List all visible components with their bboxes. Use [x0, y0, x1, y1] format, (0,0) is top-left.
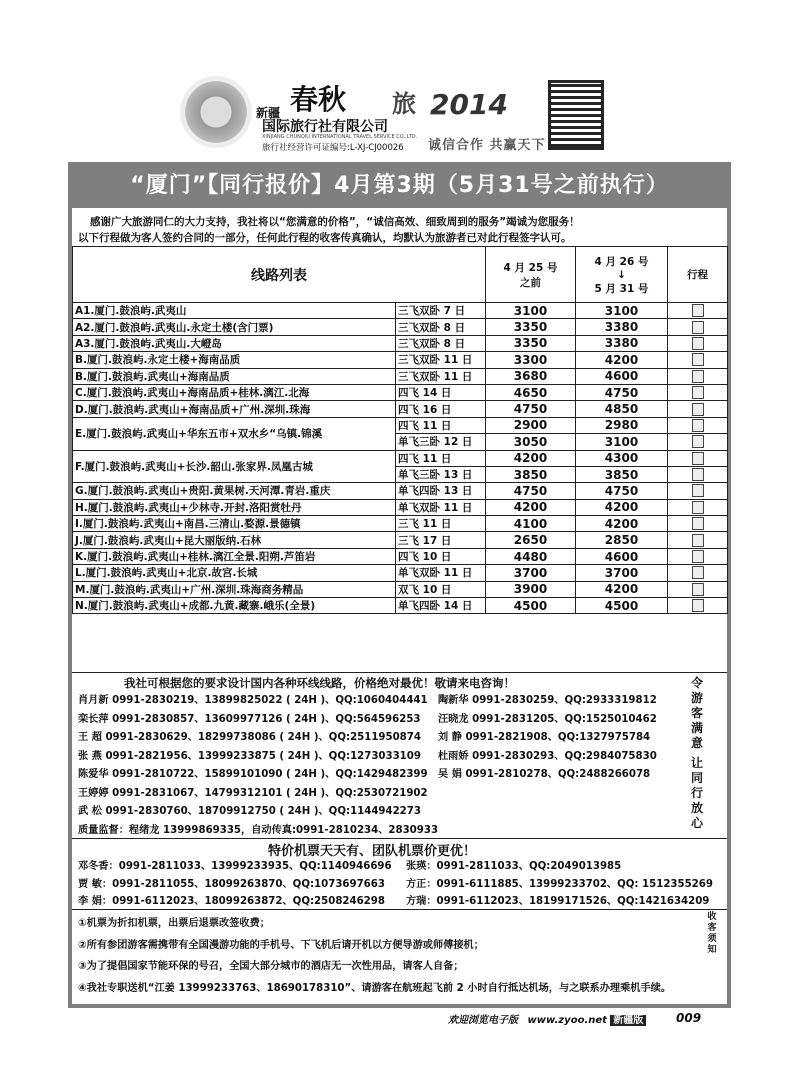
footer-site-link[interactable]: www.zyoo.net — [527, 1015, 607, 1026]
price-before: 3850 — [486, 466, 576, 482]
document-icon[interactable] — [692, 517, 704, 530]
document-icon[interactable] — [692, 435, 704, 448]
itinerary-cell — [668, 581, 728, 597]
itinerary-cell — [668, 319, 728, 335]
route-name: A2.厦门.鼓浪屿.武夷山.永定土楼(含门票) — [73, 319, 396, 335]
price-before: 3300 — [486, 352, 576, 368]
note-item: ④我社专职送机“江姜 13999233763、18690178310”、请游客在航班起飞前 2 小时自行抵达机场，与之联系办理乘机手续。 — [78, 982, 671, 994]
route-transport: 四飞 16 日 — [396, 401, 486, 417]
price-before: 2900 — [486, 417, 576, 433]
table-row — [73, 598, 728, 614]
route-transport: 三飞双卧 11 日 — [396, 368, 486, 384]
route-transport: 双飞 10 日 — [396, 581, 486, 597]
itinerary-cell — [668, 450, 728, 466]
table-row — [73, 450, 728, 466]
route-name: A3.厦门.鼓浪屿.武夷山.大嶝岛 — [73, 335, 396, 351]
price-before: 3680 — [486, 368, 576, 384]
note-item: ③为了提倡国家节能环保的号召，全国大部分城市的酒店无一次性用品，请客人自备； — [78, 961, 464, 972]
itinerary-cell — [668, 499, 728, 515]
price-before: 4750 — [486, 483, 576, 499]
contact-line: 刘 静 0991-2821908、QQ:1327975784 — [438, 732, 651, 743]
price-range: 3700 — [576, 565, 668, 581]
col-range-end: 5 月 31 号 — [594, 282, 649, 295]
itinerary-cell — [668, 384, 728, 400]
route-name: C.厦门.鼓浪屿.武夷山+海南品质+桂林.漓江.北海 — [73, 384, 396, 400]
route-transport: 单飞四卧 13 日 — [396, 483, 486, 499]
itinerary-cell — [668, 516, 728, 532]
route-transport: 单飞双卧 11 日 — [396, 565, 486, 581]
price-before: 4480 — [486, 548, 576, 564]
table-row — [73, 303, 728, 319]
page-title: “厦门”【同行报价】4月第3期（5月31号之前执行） — [130, 173, 669, 198]
table-row — [73, 548, 728, 564]
itinerary-cell — [668, 368, 728, 384]
document-icon[interactable] — [692, 484, 704, 497]
itinerary-cell — [668, 417, 728, 433]
document-icon[interactable] — [692, 599, 704, 612]
ticket-contact-line: 张瑛：0991-2811033、QQ:2049013985 — [406, 861, 622, 872]
route-name: G.厦门.鼓浪屿.武夷山+贵阳.黄果树.天河潭.青岩.重庆 — [73, 483, 396, 499]
license-number: 旅行社经营许可证编号:L-XJ-CJ00026 — [262, 143, 404, 153]
document-icon[interactable] — [692, 353, 704, 366]
document-icon[interactable] — [692, 501, 704, 514]
route-transport: 三飞双卧 7 日 — [396, 303, 486, 319]
document-icon[interactable] — [692, 550, 704, 563]
route-name: H.厦门.鼓浪屿.武夷山+少林寺.开封.洛阳赏牡丹 — [73, 499, 396, 515]
motto-vertical-b: 让同行放心 — [690, 756, 703, 830]
divider — [72, 838, 727, 839]
price-before: 2650 — [486, 532, 576, 548]
document-icon[interactable] — [692, 337, 704, 350]
intro-line-2: 以下行程做为客人签约合同的一部分，任何此行程的收客传真确认，均默认为旅游者已对此行程签字认可。 — [78, 232, 572, 244]
table-row — [73, 319, 728, 335]
brand-name: 春秋 — [290, 83, 347, 116]
price-range: 4300 — [576, 450, 668, 466]
document-icon[interactable] — [692, 419, 704, 432]
contacts-heading: 我社可根据您的要求设计国内各种环线线路，价格绝对最优！敬请来电咨询！ — [124, 676, 515, 690]
route-name: N.厦门.鼓浪屿.武夷山+成都.九黄.藏寨.峨乐(全景) — [73, 598, 396, 614]
price-range: 4850 — [576, 401, 668, 417]
contact-line: 武 松 0991-2830760、18709912750 ( 24H )、QQ:1144942273 — [78, 806, 421, 817]
col-before-label: 之前 — [520, 276, 541, 289]
note-item: ②所有参团游客需携带有全国漫游功能的手机号、下飞机后请开机以方便导游或师傅接机； — [78, 939, 484, 951]
document-icon[interactable] — [692, 386, 704, 399]
route-price-table — [72, 246, 728, 614]
route-transport: 三飞双卧 8 日 — [396, 319, 486, 335]
note-item: ①机票为折扣机票，出票后退票改签收费； — [78, 918, 270, 929]
document-icon[interactable] — [692, 370, 704, 383]
route-name: K.厦门.鼓浪屿.武夷山+桂林.漓江全景.阳朔.芦笛岩 — [73, 548, 396, 564]
price-range: 2850 — [576, 532, 668, 548]
col-route-header: 线路列表 — [73, 247, 486, 303]
brand-travel: 旅 — [392, 89, 416, 118]
route-transport: 单飞三卧 12 日 — [396, 434, 486, 450]
price-range: 4200 — [576, 581, 668, 597]
price-range: 4200 — [576, 499, 668, 515]
document-icon[interactable] — [692, 566, 704, 579]
table-row — [73, 352, 728, 368]
price-range: 3100 — [576, 303, 668, 319]
itinerary-cell — [668, 335, 728, 351]
price-before: 3700 — [486, 565, 576, 581]
table-row — [73, 532, 728, 548]
footer-text: 欢迎浏览电子版 — [448, 1015, 518, 1026]
footer — [448, 1011, 646, 1026]
document-icon[interactable] — [692, 534, 704, 547]
route-name: A1.厦门.鼓浪屿.武夷山 — [73, 303, 396, 319]
price-before: 4200 — [486, 450, 576, 466]
price-range: 4200 — [576, 516, 668, 532]
document-icon[interactable] — [692, 452, 704, 465]
col-before-header — [486, 247, 576, 303]
contact-line: 汪晓龙 0991-2831205、QQ:1525010462 — [438, 713, 657, 725]
table-row — [73, 483, 728, 499]
contact-line: 陈爱华 0991-2810722、15899101090 ( 24H )、QQ:1429482399 — [78, 769, 428, 780]
route-transport: 单飞三卧 13 日 — [396, 466, 486, 482]
itinerary-cell — [668, 434, 728, 450]
price-before: 4200 — [486, 499, 576, 515]
price-range: 4600 — [576, 548, 668, 564]
price-before: 4500 — [486, 598, 576, 614]
route-transport: 单飞四卧 14 日 — [396, 598, 486, 614]
ticket-contact-line: 邓冬香：0991-2811033、13999233935、QQ:1140946696 — [78, 861, 392, 872]
notes-side-label: 收客须知 — [707, 912, 717, 955]
down-arrow-icon: ↓ — [617, 268, 626, 281]
col-before-date: 4 月 25 号 — [503, 261, 558, 274]
route-transport: 三飞双卧 8 日 — [396, 335, 486, 351]
itinerary-cell — [668, 401, 728, 417]
price-before: 3100 — [486, 303, 576, 319]
itinerary-cell — [668, 565, 728, 581]
year-mark: 2014 — [430, 88, 508, 121]
route-name: D.厦门.鼓浪屿.武夷山+海南品质+广州.深圳.珠海 — [73, 401, 396, 417]
table-row — [73, 516, 728, 532]
itinerary-cell — [668, 466, 728, 482]
company-logo — [180, 76, 252, 148]
table-row — [73, 581, 728, 597]
price-range: 2980 — [576, 417, 668, 433]
price-before: 4650 — [486, 384, 576, 400]
contact-line: 肖月新 0991-2830219、13899825022 ( 24H )、QQ:1060404441 — [78, 695, 428, 706]
contact-line: 王 超 0991-2830629、18299738086 ( 24H )、QQ:2511950874 — [78, 732, 421, 743]
company-name-en: XINJIANG CHUNQIU INTERNATIONAL TRAVEL SERVICE CO.,LTD. — [262, 134, 418, 140]
route-name: B.厦门.鼓浪屿.武夷山+海南品质 — [73, 368, 396, 384]
table-row — [73, 417, 728, 433]
route-transport: 单飞双卧 11 日 — [396, 499, 486, 515]
page-number: 009 — [676, 1011, 702, 1025]
route-name: J.厦门.鼓浪屿.武夷山+昆大丽版纳.石林 — [73, 532, 396, 548]
motto-vertical-a: 令游客满意 — [690, 676, 703, 750]
table-row — [73, 499, 728, 515]
itinerary-cell — [668, 483, 728, 499]
route-name: L.厦门.鼓浪屿.武夷山+北京.故宫.长城 — [73, 565, 396, 581]
document-icon[interactable] — [692, 468, 704, 481]
intro-line-1: 感谢广大旅游同仁的大力支持，我社将以“您满意的价格”，“诚信高效、细致周到的服务”竭诚为您服务！ — [90, 216, 580, 228]
route-transport: 四飞 11 日 — [396, 450, 486, 466]
itinerary-cell — [668, 598, 728, 614]
company-name: 国际旅行社有限公司 — [262, 119, 388, 135]
contact-line: 张 燕 0991-2821956、13999233875 ( 24H )、QQ:1273033109 — [78, 750, 421, 762]
ticket-contact-line: 贾 敏：0991-2811055、18099263870、QQ:1073697663 — [78, 878, 385, 890]
divider — [72, 909, 727, 910]
price-range: 3380 — [576, 335, 668, 351]
itinerary-cell — [668, 352, 728, 368]
route-name: F.厦门.鼓浪屿.武夷山+长沙.韶山.张家界.凤凰古城 — [73, 450, 396, 483]
contact-line: 陶新华 0991-2830259、QQ:2933319812 — [438, 695, 657, 706]
table-row — [73, 565, 728, 581]
edition-tag: 新疆版 — [610, 1015, 646, 1026]
price-before: 3350 — [486, 319, 576, 335]
price-range: 4200 — [576, 352, 668, 368]
route-transport: 四飞 10 日 — [396, 548, 486, 564]
itinerary-cell — [668, 303, 728, 319]
contact-line: 王婷婷 0991-2831067、14799312101 ( 24H )、QQ:2530721902 — [78, 787, 428, 799]
route-transport: 三飞 17 日 — [396, 532, 486, 548]
itinerary-cell — [668, 548, 728, 564]
route-name: I.厦门.鼓浪屿.武夷山+南昌.三清山.婺源.景德镇 — [73, 516, 396, 532]
tickets-heading: 特价机票天天有、团队机票价更优！ — [267, 844, 476, 859]
route-transport: 三飞双卧 11 日 — [396, 352, 486, 368]
route-name: B.厦门.鼓浪屿.永定土楼+海南品质 — [73, 352, 396, 368]
col-range-start: 4 月 26 号 — [594, 255, 649, 268]
price-before: 3050 — [486, 434, 576, 450]
price-range: 3380 — [576, 319, 668, 335]
route-transport: 四飞 14 日 — [396, 384, 486, 400]
brand-prefix: 新疆 — [256, 106, 281, 120]
price-before: 4750 — [486, 401, 576, 417]
document-icon[interactable] — [692, 403, 704, 416]
contact-line: 杜雨娇 0991-2830293、QQ:2984075830 — [438, 750, 657, 762]
supervisor-line: 质量监督：程绪龙 13999869335，自动传真:0991-2810234、2830933 — [78, 825, 439, 836]
ticket-contact-line: 方瑞：0991-6112023、18199171526、QQ:1421634209 — [406, 896, 710, 907]
itinerary-cell — [668, 532, 728, 548]
price-before: 4100 — [486, 516, 576, 532]
table-row — [73, 368, 728, 384]
slogan: 诚信合作 共赢天下 — [428, 138, 546, 153]
price-range: 3850 — [576, 466, 668, 482]
document-icon[interactable] — [692, 304, 704, 317]
table-row — [73, 335, 728, 351]
divider — [72, 672, 727, 673]
route-name: E.厦门.鼓浪屿.武夷山+华东五市+双水乡“乌镇.锦溪 — [73, 417, 396, 450]
price-before: 3900 — [486, 581, 576, 597]
route-transport: 四飞 11 日 — [396, 417, 486, 433]
ticket-contact-line: 李 娟：0991-6112023、18099263872、QQ:2508246298 — [78, 896, 385, 907]
price-range: 3100 — [576, 434, 668, 450]
col-range-header — [576, 247, 668, 303]
table-header-row — [73, 247, 728, 303]
qr-code — [548, 80, 604, 150]
price-range: 4500 — [576, 598, 668, 614]
route-transport: 三飞 11 日 — [396, 516, 486, 532]
table-row — [73, 384, 728, 400]
table-row — [73, 401, 728, 417]
col-itinerary-header: 行程 — [668, 247, 728, 303]
ticket-contact-line: 方正：0991-6111885、13999233702、QQ: 1512355269 — [406, 878, 713, 890]
price-before: 3350 — [486, 335, 576, 351]
document-icon[interactable] — [692, 583, 704, 596]
price-range: 4750 — [576, 483, 668, 499]
price-range: 4600 — [576, 368, 668, 384]
price-range: 4750 — [576, 384, 668, 400]
contact-line: 吴 娟 0991-2810278、QQ:2488266078 — [438, 769, 651, 780]
route-name: M.厦门.鼓浪屿.武夷山+广州.深圳.珠海商务精品 — [73, 581, 396, 597]
document-icon[interactable] — [692, 321, 704, 334]
contact-line: 栾长萍 0991-2830857、13609977126 ( 24H )、QQ:564596253 — [78, 713, 421, 725]
